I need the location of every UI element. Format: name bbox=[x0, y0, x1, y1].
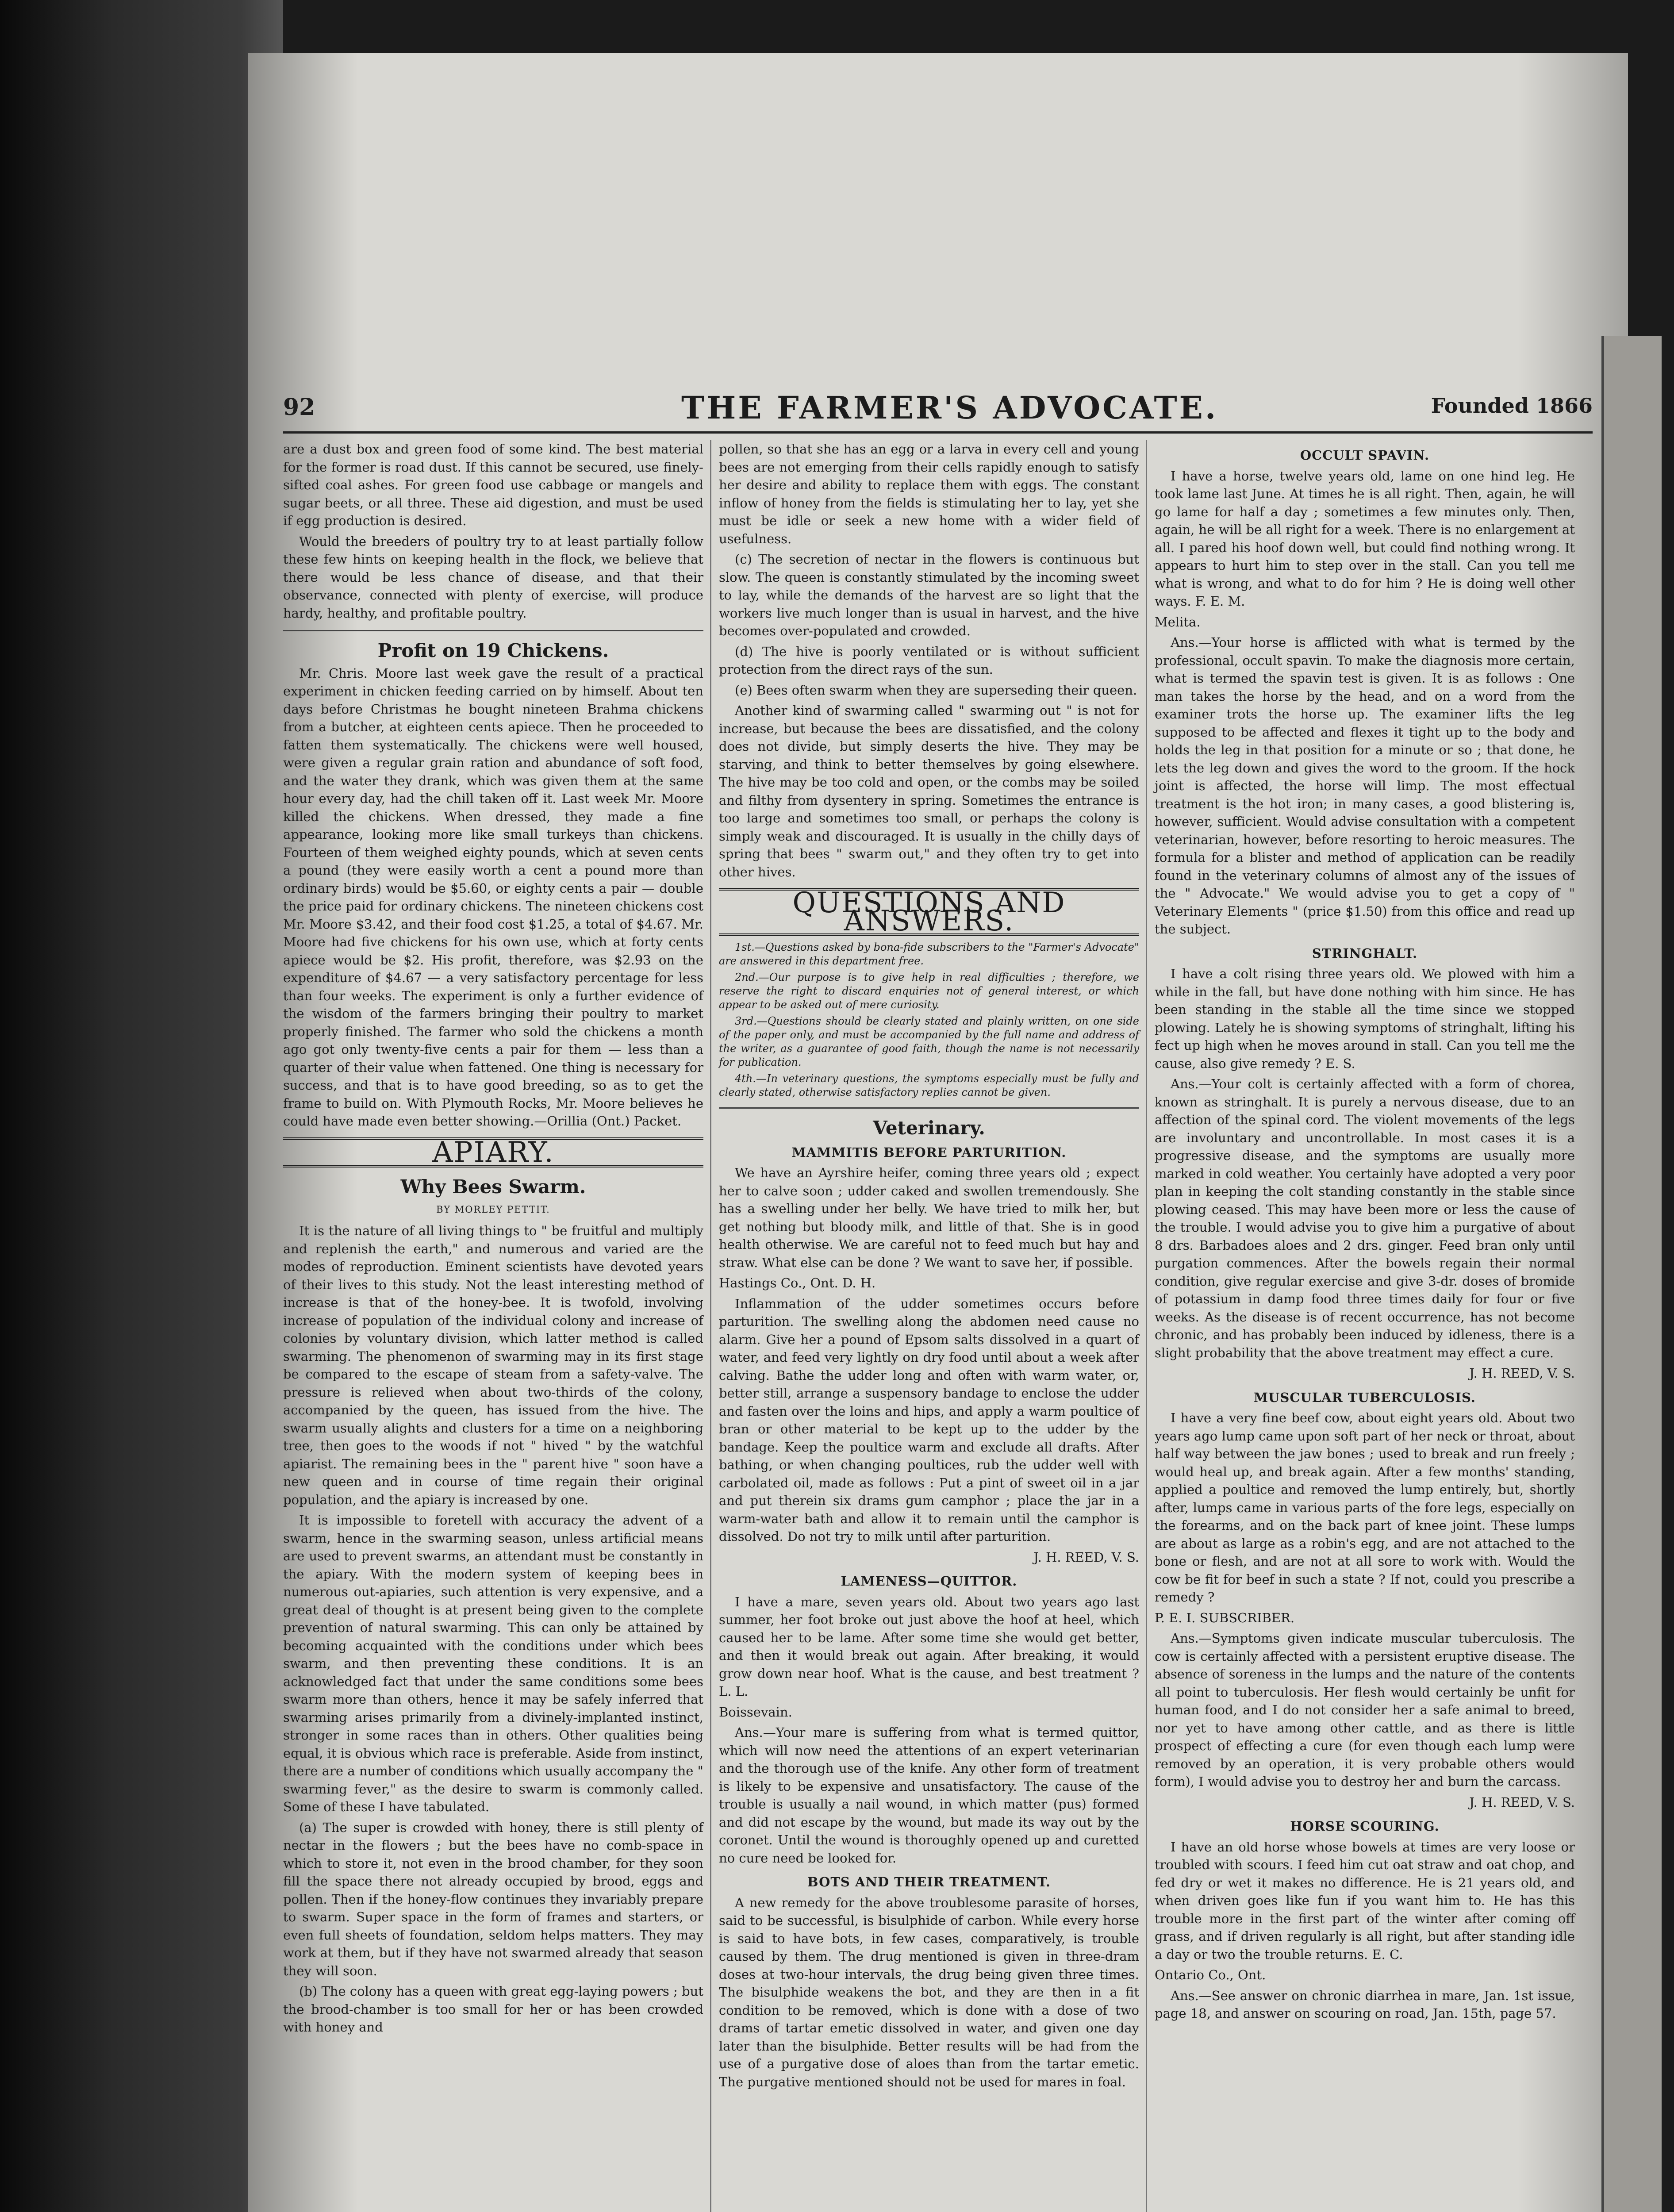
answer: Ans.—See answer on chronic diarrhea in mare, Jan. 1st issue, page 18, and answer on scouring on road, Jan. 15th, page 57. bbox=[1155, 1988, 1575, 2021]
vet-signature: J. H. REED, V. S. bbox=[1469, 1366, 1575, 1381]
column-1 bbox=[283, 440, 703, 2039]
section-heading: APIARY. bbox=[283, 1137, 703, 1168]
question-heading: BOTS AND THEIR TREATMENT. bbox=[807, 1874, 1051, 1889]
article-title: Profit on 19 Chickens. bbox=[377, 640, 609, 661]
editorial-note: 2nd.—Our purpose is to give help in real difficulties ; therefore, we reserve the right to discard enquiries not of general interest, or which appear to be asked out of mere curiosity. bbox=[719, 971, 1139, 1011]
byline: BY MORLEY PETTIT. bbox=[436, 1204, 550, 1215]
column-2 bbox=[719, 440, 1139, 2093]
column-rule bbox=[710, 440, 711, 2212]
answer: Ans.—Your mare is suffering from what is termed quittor, which will now need the attentions of an expert veterinarian and the thorough use of the knife. Any other form of treatment is likely to be expensive and unsatisfactory. The cause of the trouble is usually a nail wound, in which matter (pus) formed and did not escape by the wound, but made its way out by the coronet. Until the wound is thoroughly opened up and curetted no cure need be looked for. bbox=[719, 1725, 1139, 1866]
question-heading: HORSE SCOURING. bbox=[1290, 1819, 1440, 1834]
page-header bbox=[283, 389, 1593, 438]
question: I have a mare, seven years old. About two years ago last summer, her foot broke out just above the hoof at heel, which caused her to be lame. After some time she would get better, and then it would break out again. After breaking, it would grow down near hoof. What is the cause, and best treatment ? L. L. bbox=[719, 1594, 1139, 1699]
answer: Ans.—Symptoms given indicate muscular tuberculosis. The cow is certainly affected with a persistent eruptive disease. The absence of soreness in the lumps and the nature of the contents all point to tuberculosis. Her flesh would certainly be unfit for human food, and I do not consider her a safe animal to breed, nor yet to have among other cattle, and as there is little prospect of effecting a cure (for even though each lump were removed by an operation, it is very probable others would form), I would advise you to destroy her and burn the carcass. bbox=[1155, 1631, 1575, 1789]
question-heading: LAMENESS—QUITTOR. bbox=[841, 1574, 1017, 1589]
header-rule bbox=[283, 431, 1593, 434]
divider bbox=[719, 1107, 1139, 1109]
paragraph: (b) The colony has a queen with great egg-laying powers ; but the brood-chamber is too small for her or has been crowded with honey and bbox=[283, 1984, 703, 2035]
place: Ontario Co., Ont. bbox=[1155, 1967, 1266, 1982]
founded-label: Founded 1866 bbox=[1431, 394, 1593, 418]
answer: Ans.—Your horse is afflicted with what is termed by the professional, occult spavin. To make the diagnosis more certain, what is termed the spavin test is given. It is as follows : One man takes the horse by the head, and on a word from the examiner trots the horse up. The examiner lifts the leg supposed to be affected and flexes it tight up to the body and holds the leg in that position for a minute or so ; that done, he lets the leg down and gives the word to the groom. If the hock joint is affected, the horse will limp. The most effectual treatment is the hot iron; in many cases, a good blistering is, however, sufficient. Would advise consultation with a competent veterinarian, however, before resorting to heroic measures. The formula for a blister and method of application can be readily found in the veterinary columns of almost any of the issues of the " Advocate." We would advise you to get a copy of " Veterinary Elements " (price $1.50) from this office and read up the subject. bbox=[1155, 635, 1575, 937]
place: Melita. bbox=[1155, 614, 1201, 630]
question-heading: STRINGHALT. bbox=[1312, 945, 1418, 961]
column-rule bbox=[1146, 440, 1147, 2212]
paragraph: Mr. Chris. Moore last week gave the result of a practical experiment in chicken feeding carried on by himself. About ten days before Christmas he bought nineteen Brahma chickens from a butcher, at eighteen cents apiece. Then he proceeded to fatten them systematically. The chickens were well housed, were given a regular grain ration and abundance of soft food, and the water they drank, which was given them at the same hour every day, had the chill taken off it. Last week Mr. Moore killed the chickens. When dressed, they made a fine appearance, looking more like small turkeys than chickens. Fourteen of them weighed eighty pounds, which at seven cents a pound (they were easily worth a cent a pound more than ordinary birds) would be $5.60, or eighty cents a pair — double the price paid for ordinary chickens. The nineteen chickens cost Mr. Moore $3.42, and their food cost $1.25, a total of $4.67. Mr. Moore had five chickens for his own use, which at forty cents apiece would be $2. His profit, therefore, was $2.93 on the expenditure of $4.67 — a very satisfactory percentage for less than four weeks. The experiment is only a further evidence of the wisdom of the farmers bringing their poultry to market properly finished. The farmer who sold the chickens a month ago got only twenty-five cents a pair for them — less than a quarter of their value when fattened. One thing is necessary for success, and that is to have good breeding, so as to get the frame to build on. With Plymouth Rocks, Mr. Moore believes he could have made even better showing.—Orillia (Ont.) Packet. bbox=[283, 665, 703, 1129]
column-3 bbox=[1155, 440, 1575, 2025]
paragraph: pollen, so that she has an egg or a larva in every cell and young bees are not emerging from their cells rapidly enough to satisfy her desire and ability to replace them with eggs. The constant inflow of honey from the fields is stimulating her to lay, yet she must be idle or seek a new home with a wider field of usefulness. bbox=[719, 442, 1139, 546]
editorial-note: 1st.—Questions asked by bona-fide subscribers to the "Farmer's Advocate" are answered in this department free. bbox=[719, 941, 1139, 967]
editorial-note: 3rd.—Questions should be clearly stated and plainly written, on one side of the paper only, and must be accompanied by the full name and address of the writer, as a guarantee of good faith, though the name is not necessarily for publication. bbox=[719, 1015, 1139, 1068]
question: I have a colt rising three years old. We plowed with him a while in the fall, but have done nothing with him since. He has been standing in the stable all the time since we stopped plowing. Lately he is showing symptoms of stringhalt, lifting his fect up high when he moves around in stall. Can you tell me the cause, also give remedy ? E. S. bbox=[1155, 966, 1575, 1071]
vet-signature: J. H. REED, V. S. bbox=[1469, 1794, 1575, 1810]
paragraph: Would the breeders of poultry try to at least partially follow these few hints on keeping health in the flock, we believe that there would be less chance of disease, and that their observance, connected with plenty of exercise, will produce hardy, healthy, and profitable poultry. bbox=[283, 534, 703, 621]
paragraph: (d) The hive is poorly ventilated or is without sufficient protection from the direct rays of the sun. bbox=[719, 644, 1139, 677]
question-heading: MUSCULAR TUBERCULOSIS. bbox=[1254, 1390, 1476, 1405]
paragraph: A new remedy for the above troublesome parasite of horses, said to be successful, is bisulphide of carbon. While every horse is said to have bots, in few cases, comparatively, is trouble caused by them. The drug mentioned is given in three-dram doses at two-hour intervals, the drug being given three times. The bisulphide weakens the bot, and they are then in a fit condition to be removed, which is done with a dose of two drams of tartar emetic dissolved in water, and given one day later than the bisulphide. Better results will be had from the use of a purgative dose of aloes than from the tartar emetic. The purgative mentioned should not be used for mares in foal. bbox=[719, 1895, 1139, 2089]
vet-signature: J. H. REED, V. S. bbox=[1033, 1549, 1139, 1565]
answer: Inflammation of the udder sometimes occurs before parturition. The swelling along the abdomen need cause no alarm. Give her a pound of Epsom salts dissolved in a quart of water, and feed very lightly on dry food until about a week after calving. Bathe the udder long and often with warm water, or, better still, arrange a suspensory bandage to enclose the udder and fasten over the loins and hips, and apply a warm poultice of bran or other material to be kept up to the udder by the bandage. Keep the poultice warm and exclude all drafts. After bathing, or when changing poultices, rub the udder well with carbolated oil, made as follows : Put a pint of sweet oil in a jar and put therein six drams gum camphor ; place the jar in a warm-water bath and allow it to remain until the camphor is dissolved. Do not try to milk until after parturition. bbox=[719, 1296, 1139, 1544]
paragraph: It is impossible to foretell with accuracy the advent of a swarm, hence in the swarming season, unless artificial means are used to prevent swarms, an attendant must be constantly in the apiary. With the modern system of keeping bees in numerous out-apiaries, such attention is very expensive, and a great deal of thought is at present being given to the complete prevention of natural swarming. This can only be attained by becoming acquainted with the conditions under which bees swarm, and then preventing these conditions. It is an acknowledged fact that under the same conditions some bees swarm more than others, hence it may be safely inferred that swarming arises primarily from a divinely-implanted instinct, stronger in some races than in others. Other qualities being equal, it is obvious which race is preferable. Aside from instinct, there are a number of conditions which usually accompany the " swarming fever," as the desire to swarm is commonly called. Some of these I have tabulated. bbox=[283, 1513, 703, 1814]
question: We have an Ayrshire heifer, coming three years old ; expect her to calve soon ; udder caked and swollen tremendously. She has a swelling under her belly. We have tried to milk her, but get nothing but bloody milk, and little of that. She is in good health otherwise. We are careful not to feed much but hay and straw. What else can be done ? We want to save her, if possible. bbox=[719, 1165, 1139, 1270]
paragraph: are a dust box and green food of some kind. The best material for the former is road dust. If this cannot be secured, use finely-sifted coal ashes. For green food use cabbage or mangels and sugar beets, or all three. These aid digestion, and must be used if egg production is desired. bbox=[283, 442, 703, 528]
page-number: 92 bbox=[283, 394, 315, 421]
editorial-note: 4th.—In veterinary questions, the symptoms especially must be fully and clearly stated, otherwise satisfactory replies cannot be given. bbox=[719, 1072, 1139, 1098]
paragraph: (e) Bees often swarm when they are superseding their queen. bbox=[735, 682, 1137, 698]
paragraph: It is the nature of all living things to " be fruitful and multiply and replenish the earth," and numerous and varied are the modes of reproduction. Eminent scientists have devoted years of their lives to this study. Not the least interesting method of increase is that of the honey-bee. It is twofold, involving increase of population of the individual colony and increase of colonies by voluntary division, which latter method is called swarming. The phenomenon of swarming may in its first stage be compared to the escape of steam from a safety-valve. The pressure is relieved when about two-thirds of the colony, accompanied by the queen, has issued from the hive. The swarm usually alights and clusters for a time on a neighboring tree, then goes to the woods if not " hived " by the watchful apiarist. The remaining bees in the " parent hive " soon have a new queen and in course of time regain their original population, and the apiary is increased by one. bbox=[283, 1223, 703, 1507]
article-title: Veterinary. bbox=[873, 1117, 985, 1139]
question: I have an old horse whose bowels at times are very loose or troubled with scours. I feed him cut oat straw and oat chop, and fed dry or wet it makes no difference. He is 21 years old, and when driven goes like fun if you want him to. He has this trouble more in the first part of the winter after coming off grass, and if driven regularly is all right, but after standing idle a day or two the trouble returns. E. C. bbox=[1155, 1839, 1575, 1962]
paragraph: Another kind of swarming called " swarming out " is not for increase, but because the bees are dissatisfied, and the colony does not divide, but simply deserts the hive. They may be starving, and think to better themselves by going elsewhere. The hive may be too cold and open, or the combs may be soiled and filthy from dysentery in spring. Sometimes the entrance is too large and sometimes too small, or perhaps the colony is simply weak and discouraged. It is usually in the chilly days of spring that bees " swarm out," and they often try to get into other hives. bbox=[719, 703, 1139, 879]
question: I have a very fine beef cow, about eight years old. About two years ago lump came upon soft part of her neck or throat, about half way between the jaw bones ; used to break and run freely ; would heal up, and break again. After a few months' standing, applied a poultice and removed the lump entirely, but, shortly after, lumps came in various parts of the fore legs, especially on the forearms, and on the back part of knee joint. These lumps are about as large as a robin's egg, and are not attached to the bone or flesh, and are not at all sore to work with. Would the cow be fit for beef in such a state ? If not, could you prescribe a remedy ? bbox=[1155, 1410, 1575, 1605]
section-heading: QUESTIONS AND ANSWERS. bbox=[719, 888, 1139, 936]
question-heading: MAMMITIS BEFORE PARTURITION. bbox=[791, 1144, 1067, 1160]
signature: P. E. I. SUBSCRIBER. bbox=[1155, 1610, 1295, 1625]
signature: Hastings Co., Ont. D. H. bbox=[719, 1275, 876, 1290]
paragraph: (a) The super is crowded with honey, there is still plenty of nectar in the flowers ; but the bees have no comb-space in which to store it, not even in the brood chamber, for they soon fill the space there not already occupied by brood, eggs and pollen. Then if the honey-flow continues they invariably prepare to swarm. Super space in the form of frames and starters, or even full sheets of foundation, seldom helps matters. They may work at them, but if they have not swarmed already that season they will soon. bbox=[283, 1820, 703, 1978]
paragraph: (c) The secretion of nectar in the flowers is continuous but slow. The queen is constantly stimulated by the incoming sweet to lay, while the demands of the harvest are so light that the workers live much longer than is usual in harvest, and the hive becomes over-populated and crowded. bbox=[719, 552, 1139, 638]
divider bbox=[283, 630, 703, 631]
scan-shadow bbox=[0, 0, 283, 2212]
question-heading: OCCULT SPAVIN. bbox=[1300, 448, 1430, 463]
place: Boissevain. bbox=[719, 1704, 792, 1720]
article-title: Why Bees Swarm. bbox=[400, 1176, 586, 1198]
answer: Ans.—Your colt is certainly affected with a form of chorea, known as stringhalt. It is purely a nervous disease, due to an affection of the spinal cord. The violent movements of the legs are involuntary and uncontrollable. In most cases it is a progressive disease, and the symptoms are usually more marked in cold weather. You certainly have adopted a very poor plan in keeping the colt standing constantly in the stable since plowing ceased. This may have been more or less the cause of the trouble. I would advise you to give him a purgative of about 8 drs. Barbadoes aloes and 2 drs. ginger. Feed bran only until purgation commences. After the bowels regain their normal condition, give regular exercise and give 3-dr. doses of bromide of potassium in damp food three times daily for four or five weeks. As the disease is of recent occurrence, has not become chronic, and has probably been induced by idleness, there is a slight probability that the above treatment may effect a cure. bbox=[1155, 1076, 1575, 1360]
masthead-title: THE FARMER'S ADVOCATE. bbox=[681, 389, 1218, 426]
page-edge bbox=[1601, 336, 1662, 2212]
question: I have a horse, twelve years old, lame on one hind leg. He took lame last June. At times he is all right. Then, again, he will go lame for half a day ; sometimes a few minutes only. Then, again, he will be all right for a week. There is no enlargement at all. I pared his hoof down well, but could find nothing wrong. It appears to hurt him to step over in the stall. Can you tell me what is wrong, and what to do for him ? He is doing well other ways. F. E. M. bbox=[1155, 468, 1575, 609]
